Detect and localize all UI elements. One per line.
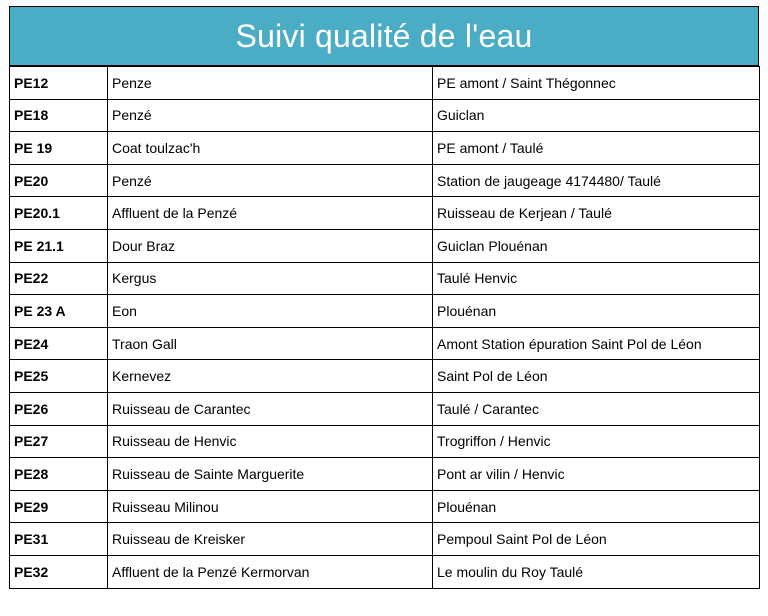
station-code-cell: PE20.1: [10, 197, 108, 230]
table-row: [10, 164, 760, 197]
station-code-cell: PE25: [10, 360, 108, 393]
location-cell: Pont ar vilin / Henvic: [433, 458, 760, 491]
station-code-cell: PE24: [10, 327, 108, 360]
river-name-cell: Affluent de la Penzé Kermorvan: [108, 555, 433, 588]
location-cell: Guiclan: [433, 99, 760, 132]
river-name-cell: Ruisseau Milinou: [108, 490, 433, 523]
table-row: [10, 132, 760, 165]
table-body: [10, 67, 760, 589]
river-name-cell: Ruisseau de Henvic: [108, 425, 433, 458]
location-cell: Le moulin du Roy Taulé: [433, 555, 760, 588]
river-name-cell: Penze: [108, 67, 433, 100]
table-row: [10, 229, 760, 262]
station-code-cell: PE12: [10, 67, 108, 100]
river-name-cell: Penzé: [108, 99, 433, 132]
river-name-cell: Affluent de la Penzé: [108, 197, 433, 230]
table-row: [10, 262, 760, 295]
table-row: [10, 425, 760, 458]
river-name-cell: Ruisseau de Sainte Marguerite: [108, 458, 433, 491]
location-cell: Taulé / Carantec: [433, 392, 760, 425]
station-code-cell: PE32: [10, 555, 108, 588]
river-name-cell: Ruisseau de Kreisker: [108, 523, 433, 556]
station-code-cell: PE 21.1: [10, 229, 108, 262]
river-name-cell: Ruisseau de Carantec: [108, 392, 433, 425]
table-title: Suivi qualité de l'eau: [9, 6, 759, 66]
station-code-cell: PE28: [10, 458, 108, 491]
river-name-cell: Kergus: [108, 262, 433, 295]
table-row: [10, 523, 760, 556]
table-row: [10, 392, 760, 425]
table-row: [10, 327, 760, 360]
station-code-cell: PE26: [10, 392, 108, 425]
location-cell: Trogriffon / Henvic: [433, 425, 760, 458]
table-row: [10, 458, 760, 491]
location-cell: Taulé Henvic: [433, 262, 760, 295]
location-cell: Plouénan: [433, 490, 760, 523]
location-cell: Saint Pol de Léon: [433, 360, 760, 393]
location-cell: PE amont / Saint Thégonnec: [433, 67, 760, 100]
location-cell: Amont Station épuration Saint Pol de Léon: [433, 327, 760, 360]
station-code-cell: PE 23 A: [10, 295, 108, 328]
river-name-cell: Penzé: [108, 164, 433, 197]
station-code-cell: PE 19: [10, 132, 108, 165]
river-name-cell: Dour Braz: [108, 229, 433, 262]
table-row: [10, 360, 760, 393]
location-cell: Guiclan Plouénan: [433, 229, 760, 262]
location-cell: Pempoul Saint Pol de Léon: [433, 523, 760, 556]
location-cell: Ruisseau de Kerjean / Taulé: [433, 197, 760, 230]
river-name-cell: Coat toulzac'h: [108, 132, 433, 165]
table-row: [10, 197, 760, 230]
river-name-cell: Eon: [108, 295, 433, 328]
river-name-cell: Traon Gall: [108, 327, 433, 360]
station-code-cell: PE20: [10, 164, 108, 197]
table-row: [10, 490, 760, 523]
station-code-cell: PE29: [10, 490, 108, 523]
location-cell: PE amont / Taulé: [433, 132, 760, 165]
station-code-cell: PE31: [10, 523, 108, 556]
water-quality-sheet: [9, 6, 759, 589]
river-name-cell: Kernevez: [108, 360, 433, 393]
table-row: [10, 295, 760, 328]
location-cell: Station de jaugeage 4174480/ Taulé: [433, 164, 760, 197]
table-row: [10, 555, 760, 588]
monitoring-table: [9, 66, 760, 589]
station-code-cell: PE22: [10, 262, 108, 295]
station-code-cell: PE27: [10, 425, 108, 458]
location-cell: Plouénan: [433, 295, 760, 328]
table-row: [10, 99, 760, 132]
table-row: [10, 67, 760, 100]
station-code-cell: PE18: [10, 99, 108, 132]
